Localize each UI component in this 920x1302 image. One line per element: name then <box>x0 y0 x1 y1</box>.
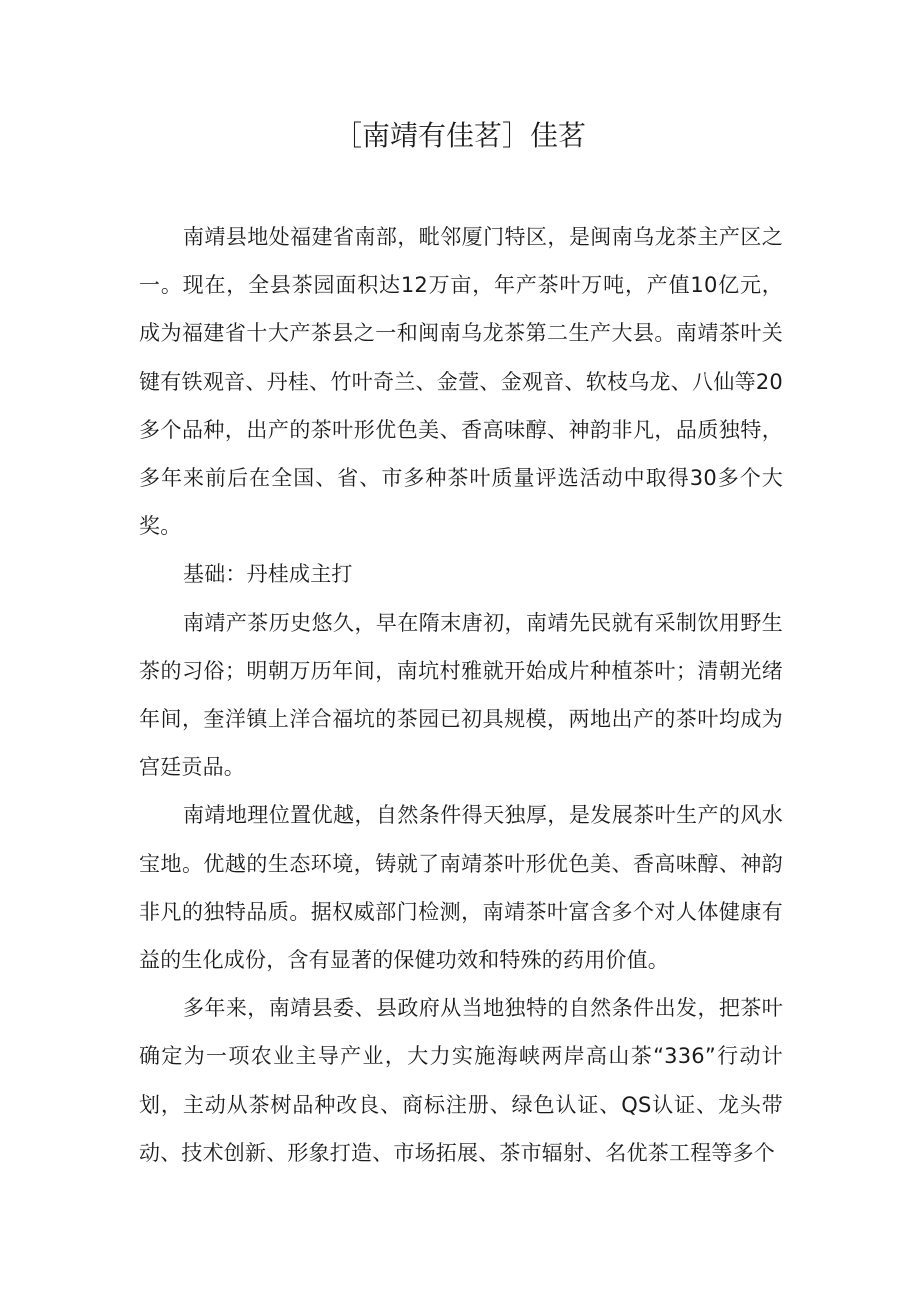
paragraph-policy: 多年来，南靖县委、县政府从当地独特的自然条件出发，把茶叶确定为一项农业主导产业，大力实施海峡两岸高山茶“336”行动计划，主动从茶树品种改良、商标注册、绿色认证、QS认证、龙头带动、技术创新、形象打造、市场拓展、茶市辐射、名优茶工程等多个 <box>139 996 783 1165</box>
paragraph-history: 南靖产茶历史悠久，早在隋末唐初，南靖先民就有采制饮用野生茶的习俗；明朝万历年间，南坑村雅就开始成片种植茶叶；清朝光绪年间，奎洋镇上洋合福坑的茶园已初具规模，两地出产的茶叶均成为宫廷贡品。 <box>139 610 783 780</box>
document-title: ［南靖有佳茗］佳茗 <box>333 119 586 152</box>
document-body <box>139 213 783 1177</box>
paragraph-geography: 南靖地理位置优越，自然条件得天独厚，是发展茶叶生产的风水宝地。优越的生态环境，铸就了南靖茶叶形优色美、香高味醇、神韵非凡的独特品质。据权威部门检测，南靖茶叶富含多个对人体健康有益的生化成份，含有显著的保健功效和特殊的药用价值。 <box>139 803 783 973</box>
section-heading-foundation: 基础：丹桂成主打 <box>183 562 353 587</box>
paragraph-intro: 南靖县地处福建省南部，毗邻厦门特区，是闽南乌龙茶主产区之一。现在，全县茶园面积达12万亩，年产茶叶万吨，产值10亿元，成为福建省十大产茶县之一和闽南乌龙茶第二生产大县。南靖茶叶关键有铁观音、丹桂、竹叶奇兰、金萱、金观音、软枝乌龙、八仙等20多个品种，出产的茶叶形优色美、香高味醇、神韵非凡，品质独特，多年来前后在全国、省、市多种茶叶质量评选活动中取得30多个大奖。 <box>139 225 783 539</box>
